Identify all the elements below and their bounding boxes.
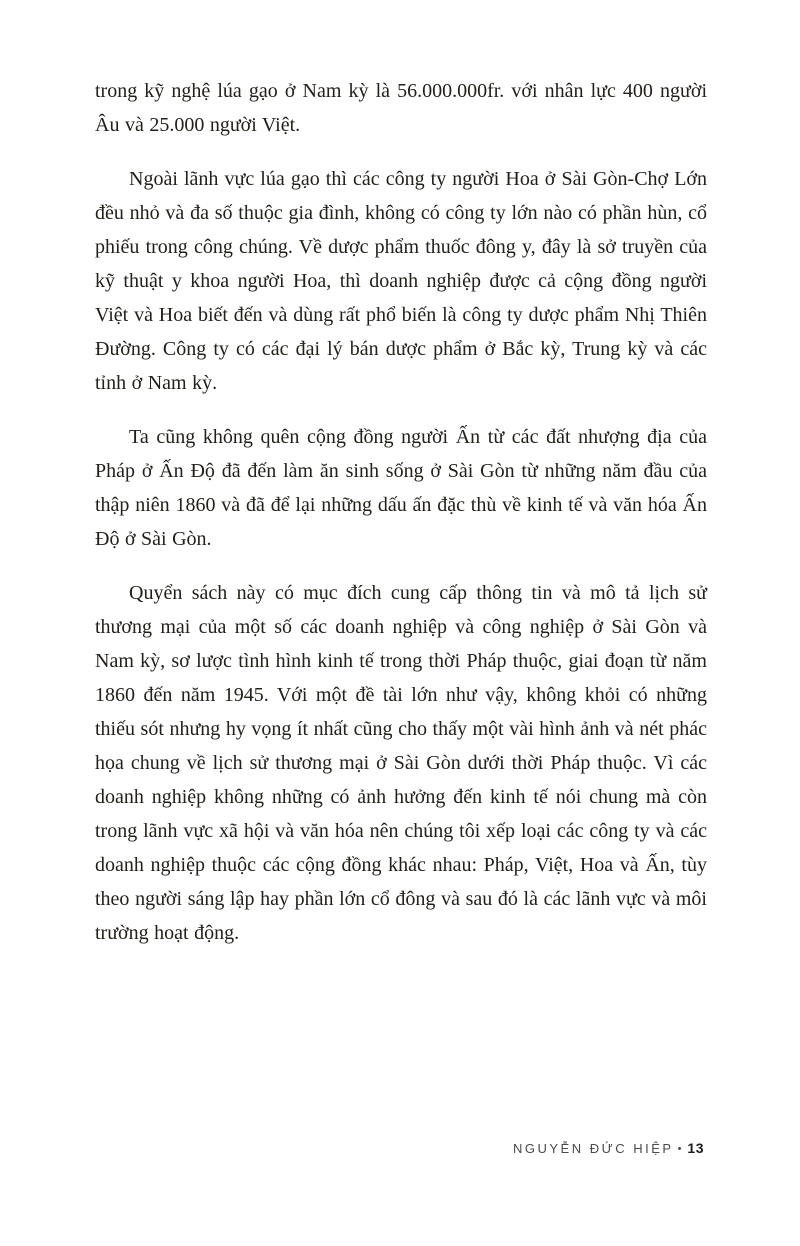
paragraph: Quyển sách này có mục đích cung cấp thông tin và mô tả lịch sử thương mại của một số các doanh nghiệp và công nghiệp ở Sài Gòn và Nam kỳ, sơ lược tình hình kinh tế trong thời Pháp thuộc, giai đoạn từ năm 1860 đến năm 1945. Với một đề tài lớn như vậy, không khỏi có những thiếu sót nhưng hy vọng ít nhất cũng cho thấy một vài hình ảnh và nét phác họa chung về lịch sử thương mại ở Sài Gòn dưới thời Pháp thuộc. Vì các doanh nghiệp không những có ảnh hưởng đến kinh tế nói chung mà còn trong lãnh vực xã hội và văn hóa nên chúng tôi xếp loại các công ty và các doanh nghiệp thuộc các cộng đồng khác nhau: Pháp, Việt, Hoa và Ấn, tùy theo người sáng lập hay phần lớn cổ đông và sau đó là các lãnh vực và môi trường hoạt động. bbox=[95, 582, 707, 944]
page-body-text bbox=[95, 74, 707, 970]
running-footer-author-name: NGUYỄN ĐỨC HIỆP bbox=[513, 1141, 674, 1156]
paragraph-continuation: trong kỹ nghệ lúa gạo ở Nam kỳ là 56.000.000fr. với nhân lực 400 người Âu và 25.000 người Việt. bbox=[95, 80, 707, 136]
footer-separator-dot: • bbox=[677, 1143, 682, 1155]
paragraph: Ngoài lãnh vực lúa gạo thì các công ty người Hoa ở Sài Gòn-Chợ Lớn đều nhỏ và đa số thuộc gia đình, không có công ty lớn nào có phần hùn, cổ phiếu trong công chúng. Về dược phẩm thuốc đông y, đây là sở truyền của kỹ thuật y khoa người Hoa, thì doanh nghiệp được cả cộng đồng người Việt và Hoa biết đến và dùng rất phổ biến là công ty dược phẩm Nhị Thiên Đường. Công ty có các đại lý bán dược phẩm ở Bắc kỳ, Trung kỳ và các tỉnh ở Nam kỳ. bbox=[95, 168, 707, 394]
page-number: 13 bbox=[687, 1140, 704, 1156]
paragraph: Ta cũng không quên cộng đồng người Ấn từ các đất nhượng địa của Pháp ở Ấn Độ đã đến làm ăn sinh sống ở Sài Gòn từ những năm đầu của thập niên 1860 và đã để lại những dấu ấn đặc thù về kinh tế và văn hóa Ấn Độ ở Sài Gòn. bbox=[95, 426, 707, 550]
page-footer bbox=[513, 1140, 704, 1156]
